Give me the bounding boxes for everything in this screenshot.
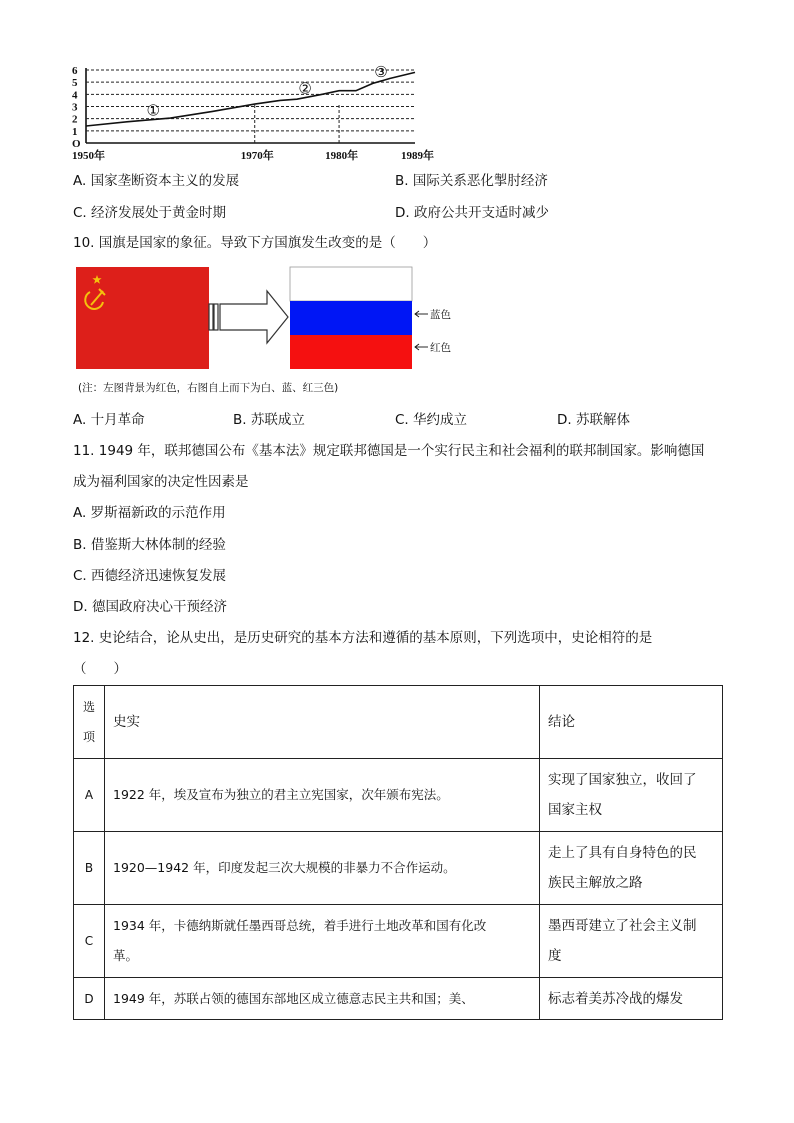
- table-row[interactable]: [74, 759, 723, 832]
- russian-flag: [290, 267, 412, 369]
- flag-change-figure: [70, 262, 470, 377]
- header-conclusion: 结论: [540, 686, 723, 759]
- q11-stem-line1: 11. 1949 年，联邦德国公布《基本法》规定联邦德国是一个实行民主和社会福利的联邦制国家。影响德国: [73, 443, 705, 459]
- x-tick-label: 1970年: [240, 150, 274, 162]
- y-tick-label: 3: [72, 101, 78, 114]
- q9-option-a[interactable]: A. 国家垄断资本主义的发展: [73, 173, 240, 189]
- row-option: A: [74, 759, 105, 832]
- row-fact: 1949 年，苏联占领的德国东部地区成立德意志民主共和国；美、: [105, 978, 540, 1020]
- series-line: [86, 72, 415, 126]
- q12-stem-line2: （ ）: [73, 661, 127, 677]
- row-option: B: [74, 832, 105, 905]
- table-row[interactable]: [74, 832, 723, 905]
- row-fact: 1920—1942 年，印度发起三次大规模的非暴力不合作运动。: [105, 832, 540, 905]
- q11-option-a[interactable]: A. 罗斯福新政的示范作用: [73, 505, 226, 521]
- table-row[interactable]: [74, 978, 723, 1020]
- q12-stem-line1: 12. 史论结合，论从史出，是历史研究的基本方法和遵循的基本原则，下列选项中，史论相符的是: [73, 630, 653, 646]
- soviet-flag: [76, 267, 209, 369]
- table-header-row: [74, 686, 723, 759]
- row-conclusion: 标志着美苏冷战的爆发: [540, 978, 723, 1020]
- x-tick-label: 1989年: [401, 150, 434, 162]
- q11-option-c[interactable]: C. 西德经济迅速恢复发展: [73, 568, 227, 584]
- chart-marker-label: ①: [146, 101, 160, 120]
- y-tick-label: 2: [72, 113, 78, 126]
- q10-stem: 10. 国旗是国家的象征。导致下方国旗发生改变的是（ ）: [73, 235, 437, 251]
- q12-table: [73, 685, 723, 1020]
- q11-option-b[interactable]: B. 借鉴斯大林体制的经验: [73, 537, 226, 553]
- x-tick-label: 1980年: [325, 150, 359, 162]
- red-label: 红色: [430, 342, 451, 354]
- q11-option-d[interactable]: D. 德国政府决心干预经济: [73, 599, 227, 615]
- table-row[interactable]: [74, 905, 723, 978]
- y-tick-label: 1: [72, 125, 78, 138]
- q11-stem-line2: 成为福利国家的决定性因素是: [73, 474, 249, 490]
- q10-option-c[interactable]: C. 华约成立: [395, 412, 468, 428]
- row-conclusion: 墨西哥建立了社会主义制 度: [540, 905, 723, 978]
- row-option: D: [74, 978, 105, 1020]
- row-conclusion: 走上了具有自身特色的民 族民主解放之路: [540, 832, 723, 905]
- flag-note: (注：左图背景为红色，右图自上而下为白、蓝、红三色): [78, 382, 339, 394]
- q9-option-b[interactable]: B. 国际关系恶化掣肘经济: [395, 173, 548, 189]
- chart-marker-label: ②: [298, 79, 312, 98]
- q10-option-d[interactable]: D. 苏联解体: [557, 412, 630, 428]
- row-option: C: [74, 905, 105, 978]
- transition-arrow: [209, 291, 288, 343]
- q9-option-c[interactable]: C. 经济发展处于黄金时期: [73, 205, 227, 221]
- growth-line-chart: [70, 58, 440, 168]
- header-option: 选 项: [74, 686, 105, 759]
- row-fact: 1922 年，埃及宣布为独立的君主立宪国家，次年颁布宪法。: [105, 759, 540, 832]
- row-fact: 1934 年，卡德纳斯就任墨西哥总统，着手进行土地改革和国有化改 革。: [105, 905, 540, 978]
- q10-option-b[interactable]: B. 苏联成立: [233, 412, 305, 428]
- q10-option-a[interactable]: A. 十月革命: [73, 412, 145, 428]
- y-tick-label: 6: [72, 65, 78, 77]
- chart-marker-label: ③: [374, 62, 388, 81]
- y-tick-label: 5: [72, 77, 78, 90]
- y-tick-label: 4: [72, 89, 78, 102]
- x-tick-label: 1950年: [72, 150, 105, 162]
- header-fact: 史实: [105, 686, 540, 759]
- y-tick-label: O: [72, 138, 81, 150]
- row-conclusion: 实现了国家独立，收回了 国家主权: [540, 759, 723, 832]
- blue-label: 蓝色: [430, 309, 451, 321]
- q9-option-d[interactable]: D. 政府公共开支适时减少: [395, 205, 549, 221]
